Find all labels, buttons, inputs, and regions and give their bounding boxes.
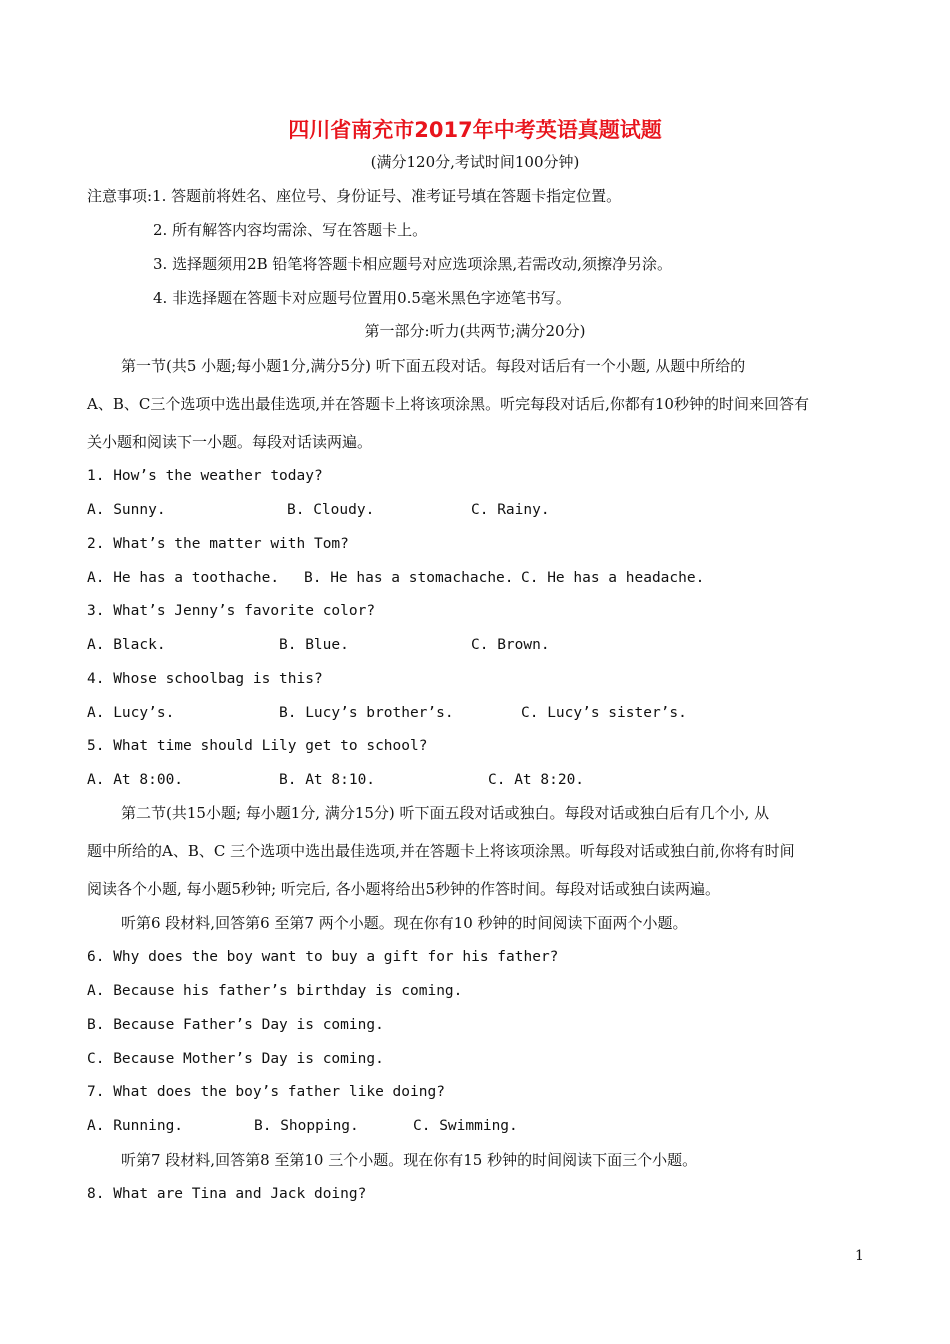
question-1-stem: 1. How’s the weather today? — [87, 468, 323, 484]
section1-instructions-line: A、B、C三个选项中选出最佳选项,并在答题卡上将该项涂黑。听完每段对话后,你都有10秒钟的时间来回答有 — [87, 395, 809, 413]
section2-instructions-line: 阅读各个小题, 每小题5秒钟; 听完后, 各小题将给出5秒钟的作答时间。每段对话或独白读两遍。 — [87, 880, 720, 898]
section2-instructions-line: 题中所给的A、B、C 三个选项中选出最佳选项,并在答题卡上将该项涂黑。听每段对话或独白前,你将有时间 — [87, 842, 795, 860]
page-number: 1 — [855, 1248, 864, 1264]
question-4-stem: 4. Whose schoolbag is this? — [87, 671, 323, 687]
question-7-option-c: C. Swimming. — [413, 1118, 518, 1134]
subtitle: (满分120分,考试时间100分钟) — [370, 153, 580, 171]
note-item: 2. 所有解答内容均需涂、写在答题卡上。 — [153, 221, 428, 239]
question-6-option-b: B. Because Father’s Day is coming. — [87, 1017, 384, 1033]
question-5-stem: 5. What time should Lily get to school? — [87, 738, 428, 754]
question-5-option-b: B. At 8:10. — [279, 772, 376, 788]
section1-instructions-line: 第一节(共5 小题;每小题1分,满分5分) 听下面五段对话。每段对话后有一个小题, 从题中所给的 — [121, 357, 746, 375]
question-3-option-a: A. Black. — [87, 637, 166, 653]
material-6-instruction: 听第6 段材料,回答第6 至第7 两个小题。现在你有10 秒钟的时间阅读下面两个小题。 — [121, 914, 688, 932]
question-4-option-c: C. Lucy’s sister’s. — [521, 705, 687, 721]
question-6-option-a: A. Because his father’s birthday is coming. — [87, 983, 463, 999]
question-1-option-c: C. Rainy. — [471, 502, 550, 518]
question-2-option-a: A. He has a toothache. — [87, 570, 280, 586]
part1-heading: 第一部分:听力(共两节;满分20分) — [364, 322, 586, 340]
question-6-stem: 6. Why does the boy want to buy a gift for his father? — [87, 949, 559, 965]
page-title: 四川省南充市2017年中考英语真题试题 — [288, 118, 662, 142]
question-8-stem: 8. What are Tina and Jack doing? — [87, 1186, 367, 1202]
question-5-option-c: C. At 8:20. — [488, 772, 585, 788]
question-4-option-a: A. Lucy’s. — [87, 705, 175, 721]
question-2-stem: 2. What’s the matter with Tom? — [87, 536, 349, 552]
question-1-option-b: B. Cloudy. — [287, 502, 375, 518]
question-2-option-c: C. He has a headache. — [521, 570, 705, 586]
question-3-option-b: B. Blue. — [279, 637, 349, 653]
note-item: 4. 非选择题在答题卡对应题号位置用0.5毫米黑色字迹笔书写。 — [153, 289, 571, 307]
section2-instructions-line: 第二节(共15小题; 每小题1分, 满分15分) 听下面五段对话或独白。每段对话或独白后有几个小, 从 — [121, 804, 770, 822]
material-7-instruction: 听第7 段材料,回答第8 至第10 三个小题。现在你有15 秒钟的时间阅读下面三个小题。 — [121, 1151, 698, 1169]
question-7-stem: 7. What does the boy’s father like doing? — [87, 1084, 445, 1100]
question-2-option-b: B. He has a stomachache. — [304, 570, 514, 586]
question-3-option-c: C. Brown. — [471, 637, 550, 653]
question-3-stem: 3. What’s Jenny’s favorite color? — [87, 603, 376, 619]
section1-instructions-line: 关小题和阅读下一小题。每段对话读两遍。 — [87, 433, 373, 451]
notes-lead: 注意事项:1. 答题前将姓名、座位号、身份证号、准考证号填在答题卡指定位置。 — [87, 187, 622, 205]
question-7-option-b: B. Shopping. — [254, 1118, 359, 1134]
question-6-option-c: C. Because Mother’s Day is coming. — [87, 1051, 384, 1067]
question-7-option-a: A. Running. — [87, 1118, 184, 1134]
note-item: 3. 选择题须用2B 铅笔将答题卡相应题号对应选项涂黑,若需改动,须擦净另涂。 — [153, 255, 672, 273]
question-4-option-b: B. Lucy’s brother’s. — [279, 705, 454, 721]
question-5-option-a: A. At 8:00. — [87, 772, 184, 788]
question-1-option-a: A. Sunny. — [87, 502, 166, 518]
